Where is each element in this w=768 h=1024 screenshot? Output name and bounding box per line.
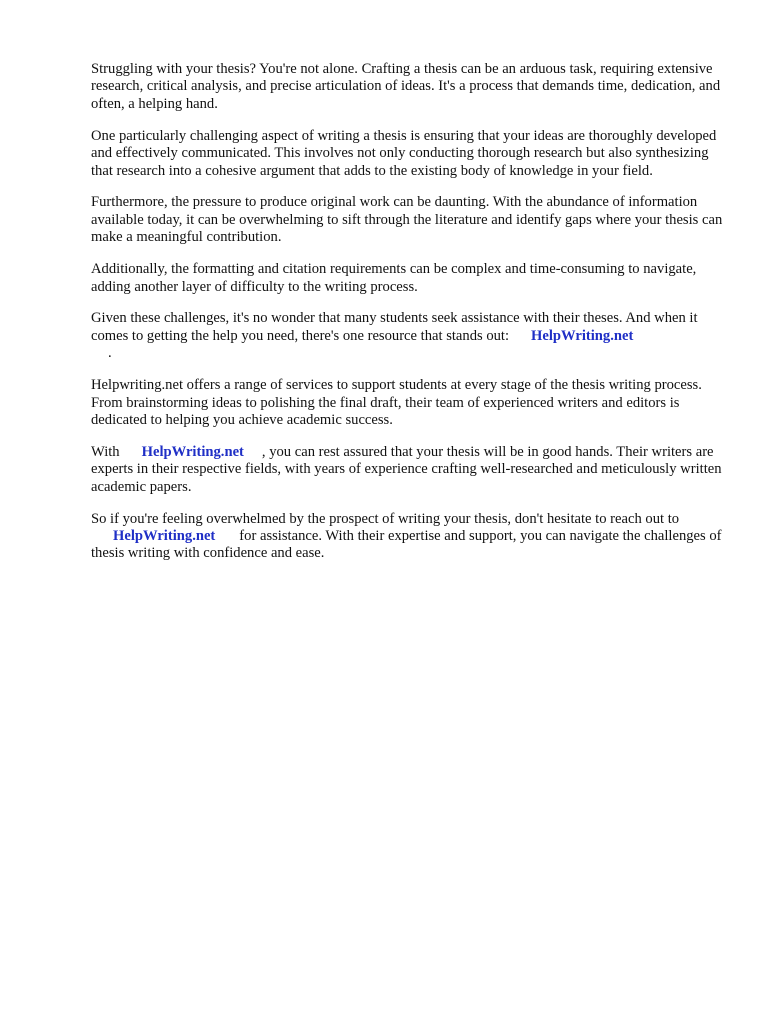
paragraph-with-start: With [91,443,120,460]
paragraph-originality: Furthermore, the pressure to produce original work can be daunting. With the abundance of information available today, it can be overwhelming to sift through the literature and identify gaps where your thesis can make a meaningful contribution. [91,194,723,246]
paragraph-services: Helpwriting.net offers a range of services to support students at every stage of the thesis writing process. From brainstorming ideas to polishing the final draft, their team of experienced writers and editors is dedicated to helping you achieve academic success. [91,377,702,428]
paragraph-resource-text: Given these challenges, it's no wonder that many students seek assistance with their theses. And when it comes to getting the help you need, there's one resource that stands out: [91,310,698,344]
paragraph-resource [91,310,731,362]
paragraph-challenge: One particularly challenging aspect of writing a thesis is ensuring that your ideas are thoroughly developed and effectively communicated. This involves not only conducting thorough research but also synthesizing that research into a cohesive argument that adds to the existing body of knowledge in your field. [91,127,717,179]
helpwriting-link-3[interactable]: HelpWriting.net [113,528,216,545]
paragraph-with [91,444,731,496]
paragraph-formatting: Additionally, the formatting and citation requirements can be complex and time-consuming to navigate, adding another layer of difficulty to the writing process. [91,261,697,295]
paragraph-closing [91,511,731,563]
helpwriting-link-1[interactable]: HelpWriting.net [531,327,634,344]
paragraph-closing-start: So if you're feeling overwhelmed by the prospect of writing your thesis, don't hesitate to reach out to [91,510,680,527]
paragraph-intro: Struggling with your thesis? You're not alone. Crafting a thesis can be an arduous task, requiring extensive research, critical analysis, and precise articulation of ideas. It's a process that demands time, dedication, and often, a helping hand. [91,61,721,112]
paragraph-with-rest: , you can rest assured that your thesis will be in good hands. Their writers are experts in their respective fields, with years of experience crafting well-researched and meticulously written academic papers. [91,443,722,495]
paragraph-closing-rest: for assistance. With their expertise and support, you can navigate the challenges of thesis writing with confidence and ease. [91,528,722,562]
paragraph-resource-end: . [108,345,112,362]
document-body [91,61,731,577]
helpwriting-link-2[interactable]: HelpWriting.net [141,443,244,460]
